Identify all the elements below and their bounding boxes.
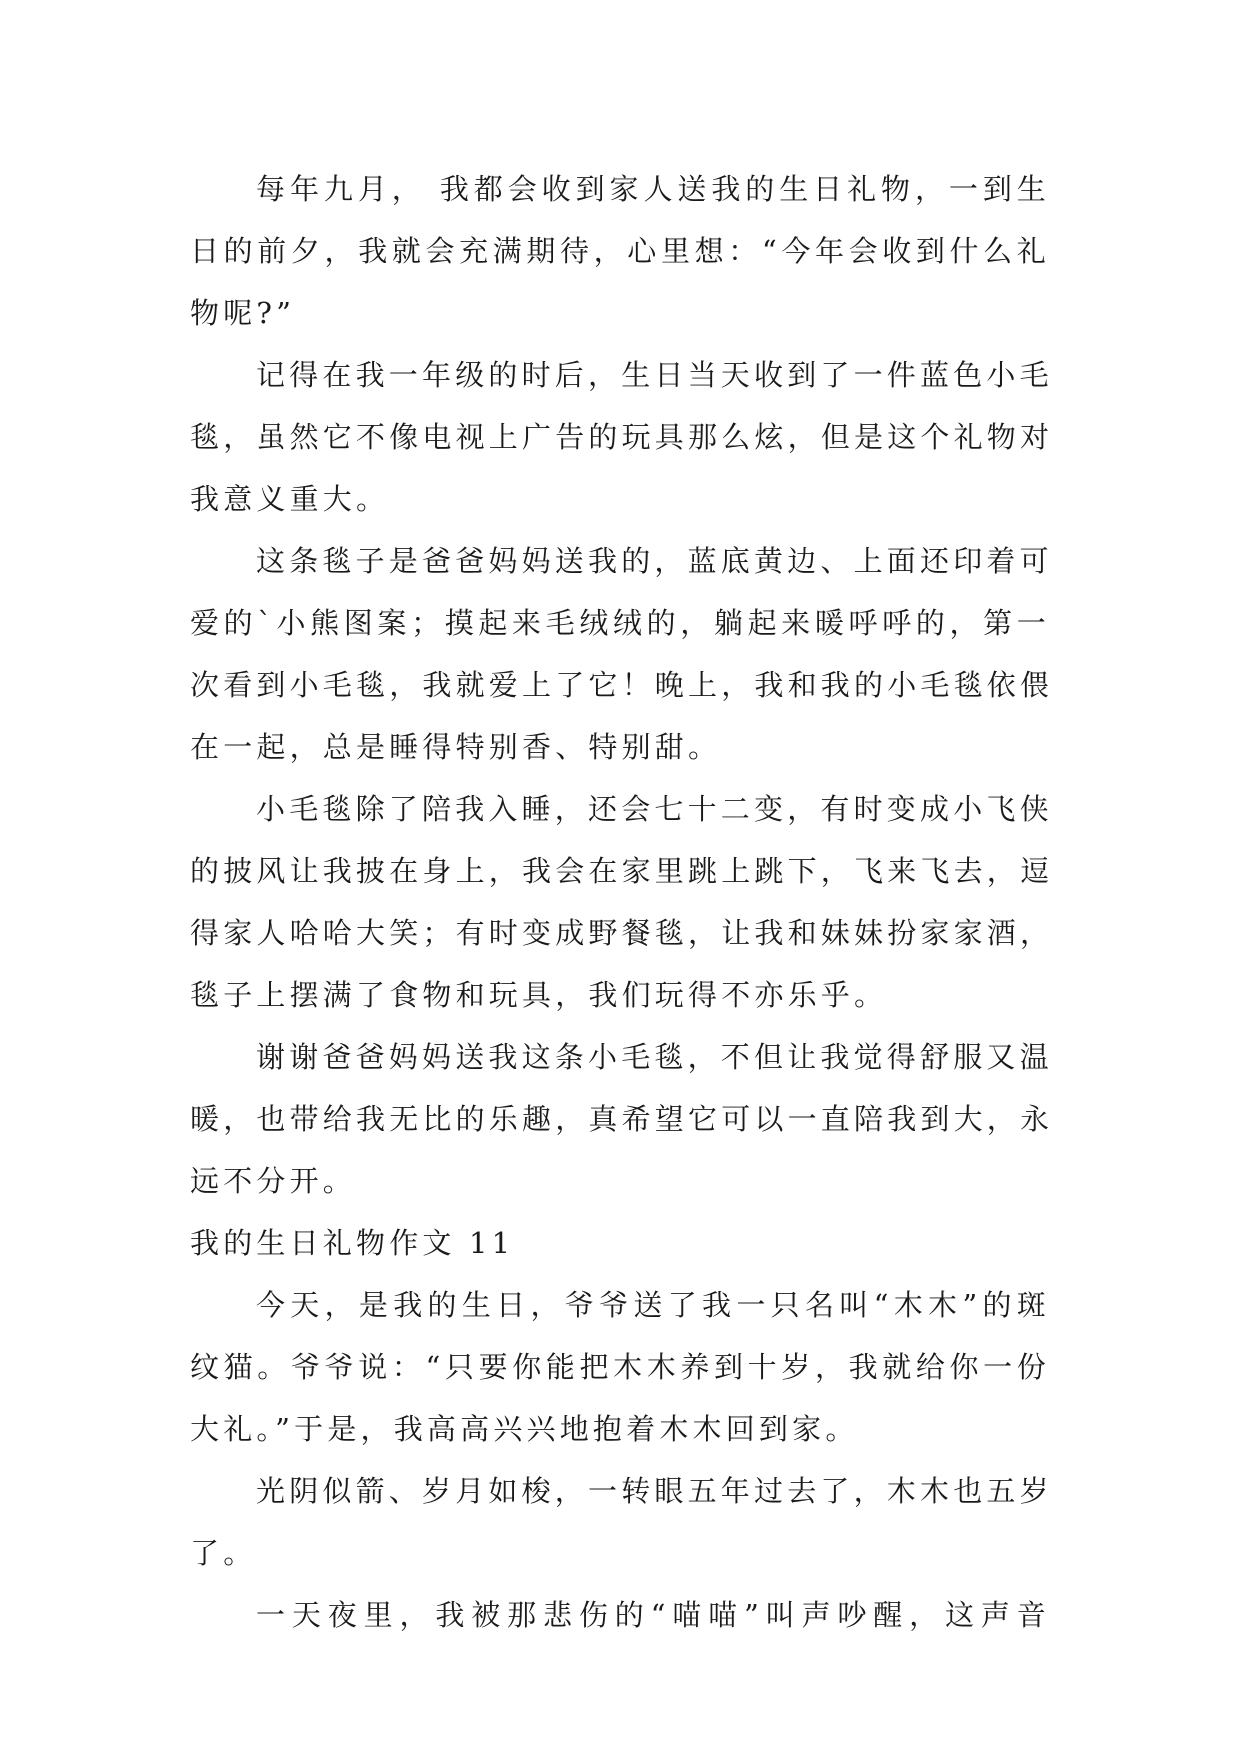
text-line: 毯子上摆满了食物和玩具，我们玩得不亦乐乎。 — [190, 978, 888, 1012]
text-line: 小毛毯除了陪我入睡，还会七十二变，有时变成小飞侠 — [256, 792, 1053, 826]
text-line: 每年九月， 我都会收到家人送我的生日礼物，一到生 — [256, 172, 1050, 206]
text-line: 光阴似箭、岁月如梭，一转眼五年过去了，木木也五岁 — [256, 1474, 1053, 1508]
text-line: 在一起，总是睡得特别香、特别甜。 — [190, 730, 722, 764]
text-line: 的披风让我披在身上，我会在家里跳上跳下，飞来飞去，逗 — [190, 854, 1054, 888]
text-line: 了。 — [190, 1536, 257, 1570]
text-line: 得家人哈哈大笑；有时变成野餐毯，让我和妹妹扮家家酒， — [190, 916, 1054, 950]
text-line: 大礼。”于是，我高高兴兴地抱着木木回到家。 — [190, 1412, 859, 1446]
document-page — [190, 158, 1054, 1646]
text-line: 日的前夕，我就会充满期待，心里想：“今年会收到什么礼 — [190, 234, 1050, 268]
text-line: 毯，虽然它不像电视上广告的玩具那么炫，但是这个礼物对 — [190, 420, 1054, 454]
section-heading: 我的生日礼物作文 11 — [190, 1226, 515, 1260]
text-line: 物呢?” — [190, 296, 296, 330]
text-line: 次看到小毛毯，我就爱上了它！晚上，我和我的小毛毯依偎 — [190, 668, 1054, 702]
text-line: 一天夜里，我被那悲伤的“喵喵”叫声吵醒，这声音 — [256, 1598, 1050, 1632]
text-line: 我意义重大。 — [190, 482, 390, 516]
text-line: 谢谢爸爸妈妈送我这条小毛毯，不但让我觉得舒服又温 — [256, 1040, 1053, 1074]
text-line: 纹猫。爷爷说：“只要你能把木木养到十岁，我就给你一份 — [190, 1350, 1050, 1384]
text-line: 暖，也带给我无比的乐趣，真希望它可以一直陪我到大，永 — [190, 1102, 1054, 1136]
text-line: 今天，是我的生日，爷爷送了我一只名叫“木木”的斑 — [256, 1288, 1050, 1322]
text-line: 爱的`小熊图案；摸起来毛绒绒的，躺起来暖呼呼的，第一 — [190, 606, 1050, 640]
text-line: 远不分开。 — [190, 1164, 357, 1198]
text-line: 这条毯子是爸爸妈妈送我的，蓝底黄边、上面还印着可 — [256, 544, 1053, 578]
text-line: 记得在我一年级的时后，生日当天收到了一件蓝色小毛 — [256, 358, 1053, 392]
